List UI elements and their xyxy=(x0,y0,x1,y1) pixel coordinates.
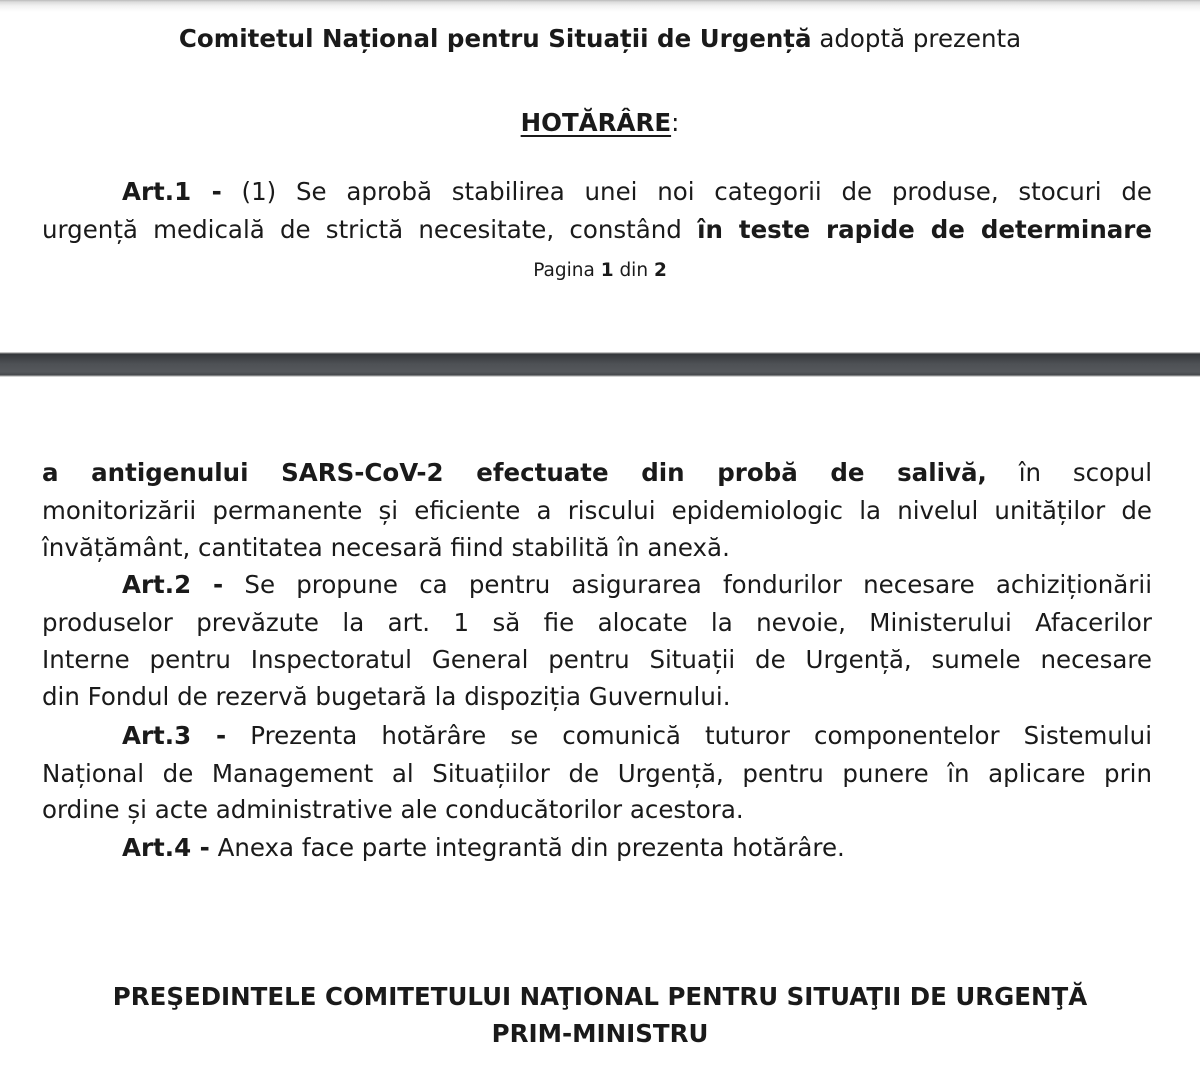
art3-line-1 xyxy=(42,721,1152,751)
pager-prefix: Pagina xyxy=(533,260,601,281)
signature-title: PREŞEDINTELE COMITETULUI NAŢIONAL PENTRU SITUAŢII DE URGENŢĂ xyxy=(112,982,1088,1011)
art4-line xyxy=(42,833,1152,863)
art4-label: Art.4 - xyxy=(122,833,210,862)
art1-line-2 xyxy=(42,215,1152,245)
art3-line-2: Național de Management al Situațiilor de Urgență, pentru punere în aplicare prin xyxy=(42,759,1152,788)
art2-line-1-text: Se propune ca pentru asigurarea fondurilor necesare achiziționării xyxy=(223,570,1152,599)
art1-line-1 xyxy=(42,177,1152,207)
art1-line-1-text: (1) Se aprobă stabilirea unei noi categorii de produse, stocuri de xyxy=(221,177,1152,206)
decision-title xyxy=(0,108,1200,138)
art1-line-2-text: urgență medicală de strictă necesitate, constând xyxy=(42,215,698,244)
document-page-2 xyxy=(0,377,1200,1087)
art1-cont-bold: a antigenului SARS-CoV-2 efectuate din probă de salivă, xyxy=(42,458,987,487)
art1-label: Art.1 - xyxy=(122,177,222,206)
art3-label: Art.3 - xyxy=(122,721,227,750)
art4-text: Anexa face parte integrantă din prezenta hotărâre. xyxy=(209,833,845,862)
art1-cont-line-1 xyxy=(42,458,1152,488)
art1-cont-line-3: învățământ, cantitatea necesară fiind stabilită în anexă. xyxy=(42,533,730,562)
pager-middle: din xyxy=(613,260,654,281)
adoption-statement xyxy=(0,24,1200,54)
signature-role: PRIM-MINISTRU xyxy=(491,1019,709,1048)
art2-line-3: Interne pentru Inspectoratul General pentru Situații de Urgență, sumele necesare xyxy=(42,645,1152,674)
art3-line-1-text: Prezenta hotărâre se comunică tuturor componentelor Sistemului xyxy=(226,721,1153,750)
art3-line-3: ordine și acte administrative ale conducătorilor acestora. xyxy=(42,795,744,824)
pager-current: 1 xyxy=(600,260,614,281)
adoption-text: adoptă prezenta xyxy=(811,24,1022,53)
pager-total: 2 xyxy=(653,260,667,281)
decision-title-colon: : xyxy=(671,108,680,137)
document-page-1 xyxy=(0,0,1200,352)
art1-cont-normal: în scopul xyxy=(986,458,1152,487)
page-footer xyxy=(0,256,1200,286)
art2-line-2: produselor prevăzute la art. 1 să fie alocate la nevoie, Ministerului Afacerilor xyxy=(42,608,1152,637)
art2-line-1 xyxy=(42,570,1152,600)
art1-cont-line-2: monitorizării permanente și eficiente a riscului epidemiologic la nivelul unităților de xyxy=(42,496,1152,525)
art1-line-2-bold: în teste rapide de determinare xyxy=(697,215,1152,244)
art2-line-4: din Fondul de rezervă bugetară la dispoziția Guvernului. xyxy=(42,682,731,711)
page-separator xyxy=(0,352,1200,377)
committee-name: Comitetul Național pentru Situații de Urgență xyxy=(178,24,812,53)
decision-title-text: HOTĂRÂRE xyxy=(520,108,672,137)
art2-label: Art.2 - xyxy=(122,570,224,599)
